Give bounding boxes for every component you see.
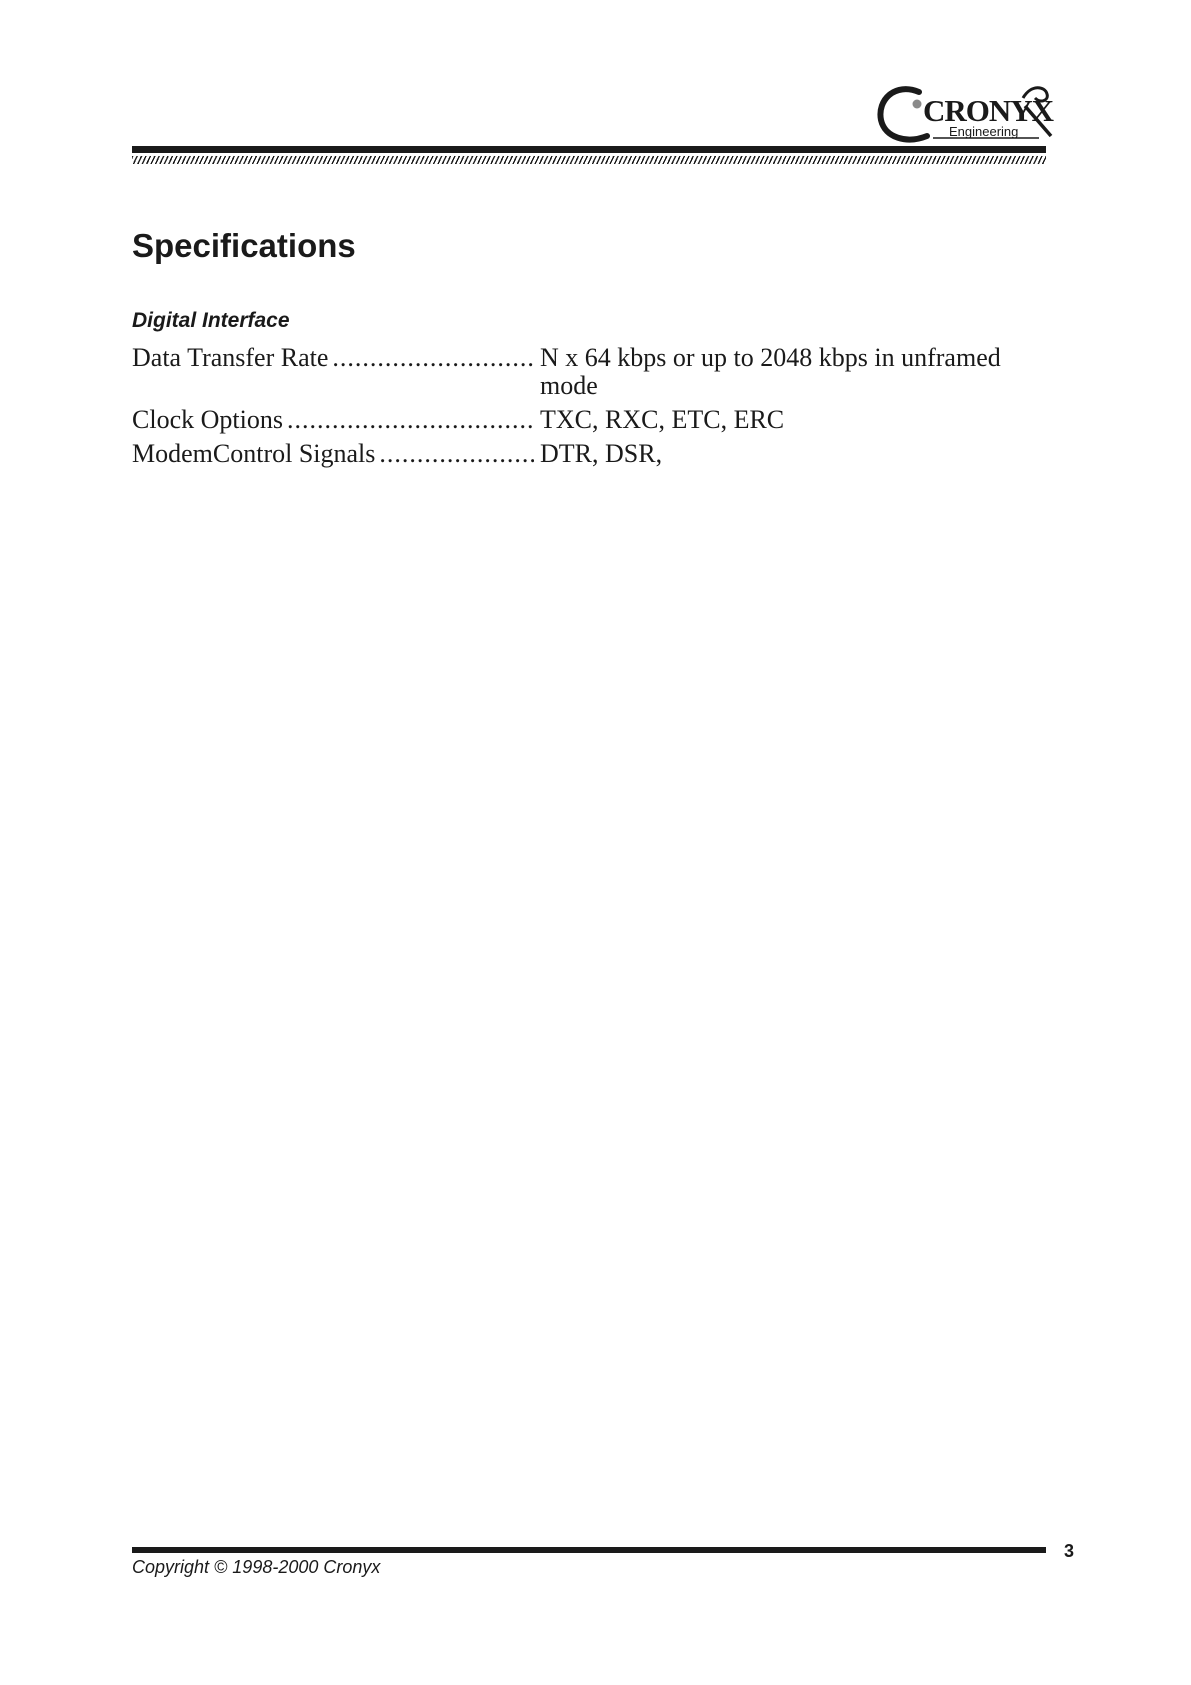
cronyx-logo-mark (875, 78, 1055, 148)
spec-label: ModemControl Signals (132, 440, 376, 468)
cronyx-logo (875, 78, 1055, 148)
header-hatch-rule (132, 156, 1046, 164)
page-title: Specifications (132, 227, 356, 264)
spec-value: DTR, DSR, (540, 439, 663, 468)
spec-list (132, 344, 1032, 474)
dot-leader (332, 344, 534, 400)
spec-value: TXC, RXC, ETC, ERC (540, 405, 785, 434)
section-heading: Digital Interface (132, 309, 290, 332)
spec-row-modem-control-signals (132, 440, 1032, 468)
spec-label-cell (132, 440, 534, 468)
dot-leader (379, 440, 534, 468)
logo-subtext: Engineering (949, 124, 1019, 139)
spec-label: Data Transfer Rate (132, 344, 329, 372)
spec-label: Clock Options (132, 406, 283, 434)
footer-rule (132, 1547, 1046, 1553)
copyright-notice: Copyright © 1998-2000 Cronyx (132, 1557, 381, 1577)
spec-label-cell (132, 344, 534, 400)
dot-leader (287, 406, 534, 434)
spec-label-cell (132, 406, 534, 434)
spec-value: N x 64 kbps or up to 2048 kbps in unframed mode (540, 343, 1001, 400)
logo-wordmark: CRONYX (923, 93, 1054, 128)
spec-row-clock-options (132, 406, 1032, 434)
spec-row-data-transfer-rate (132, 344, 1032, 400)
page-number: 3 (1064, 1541, 1075, 1561)
